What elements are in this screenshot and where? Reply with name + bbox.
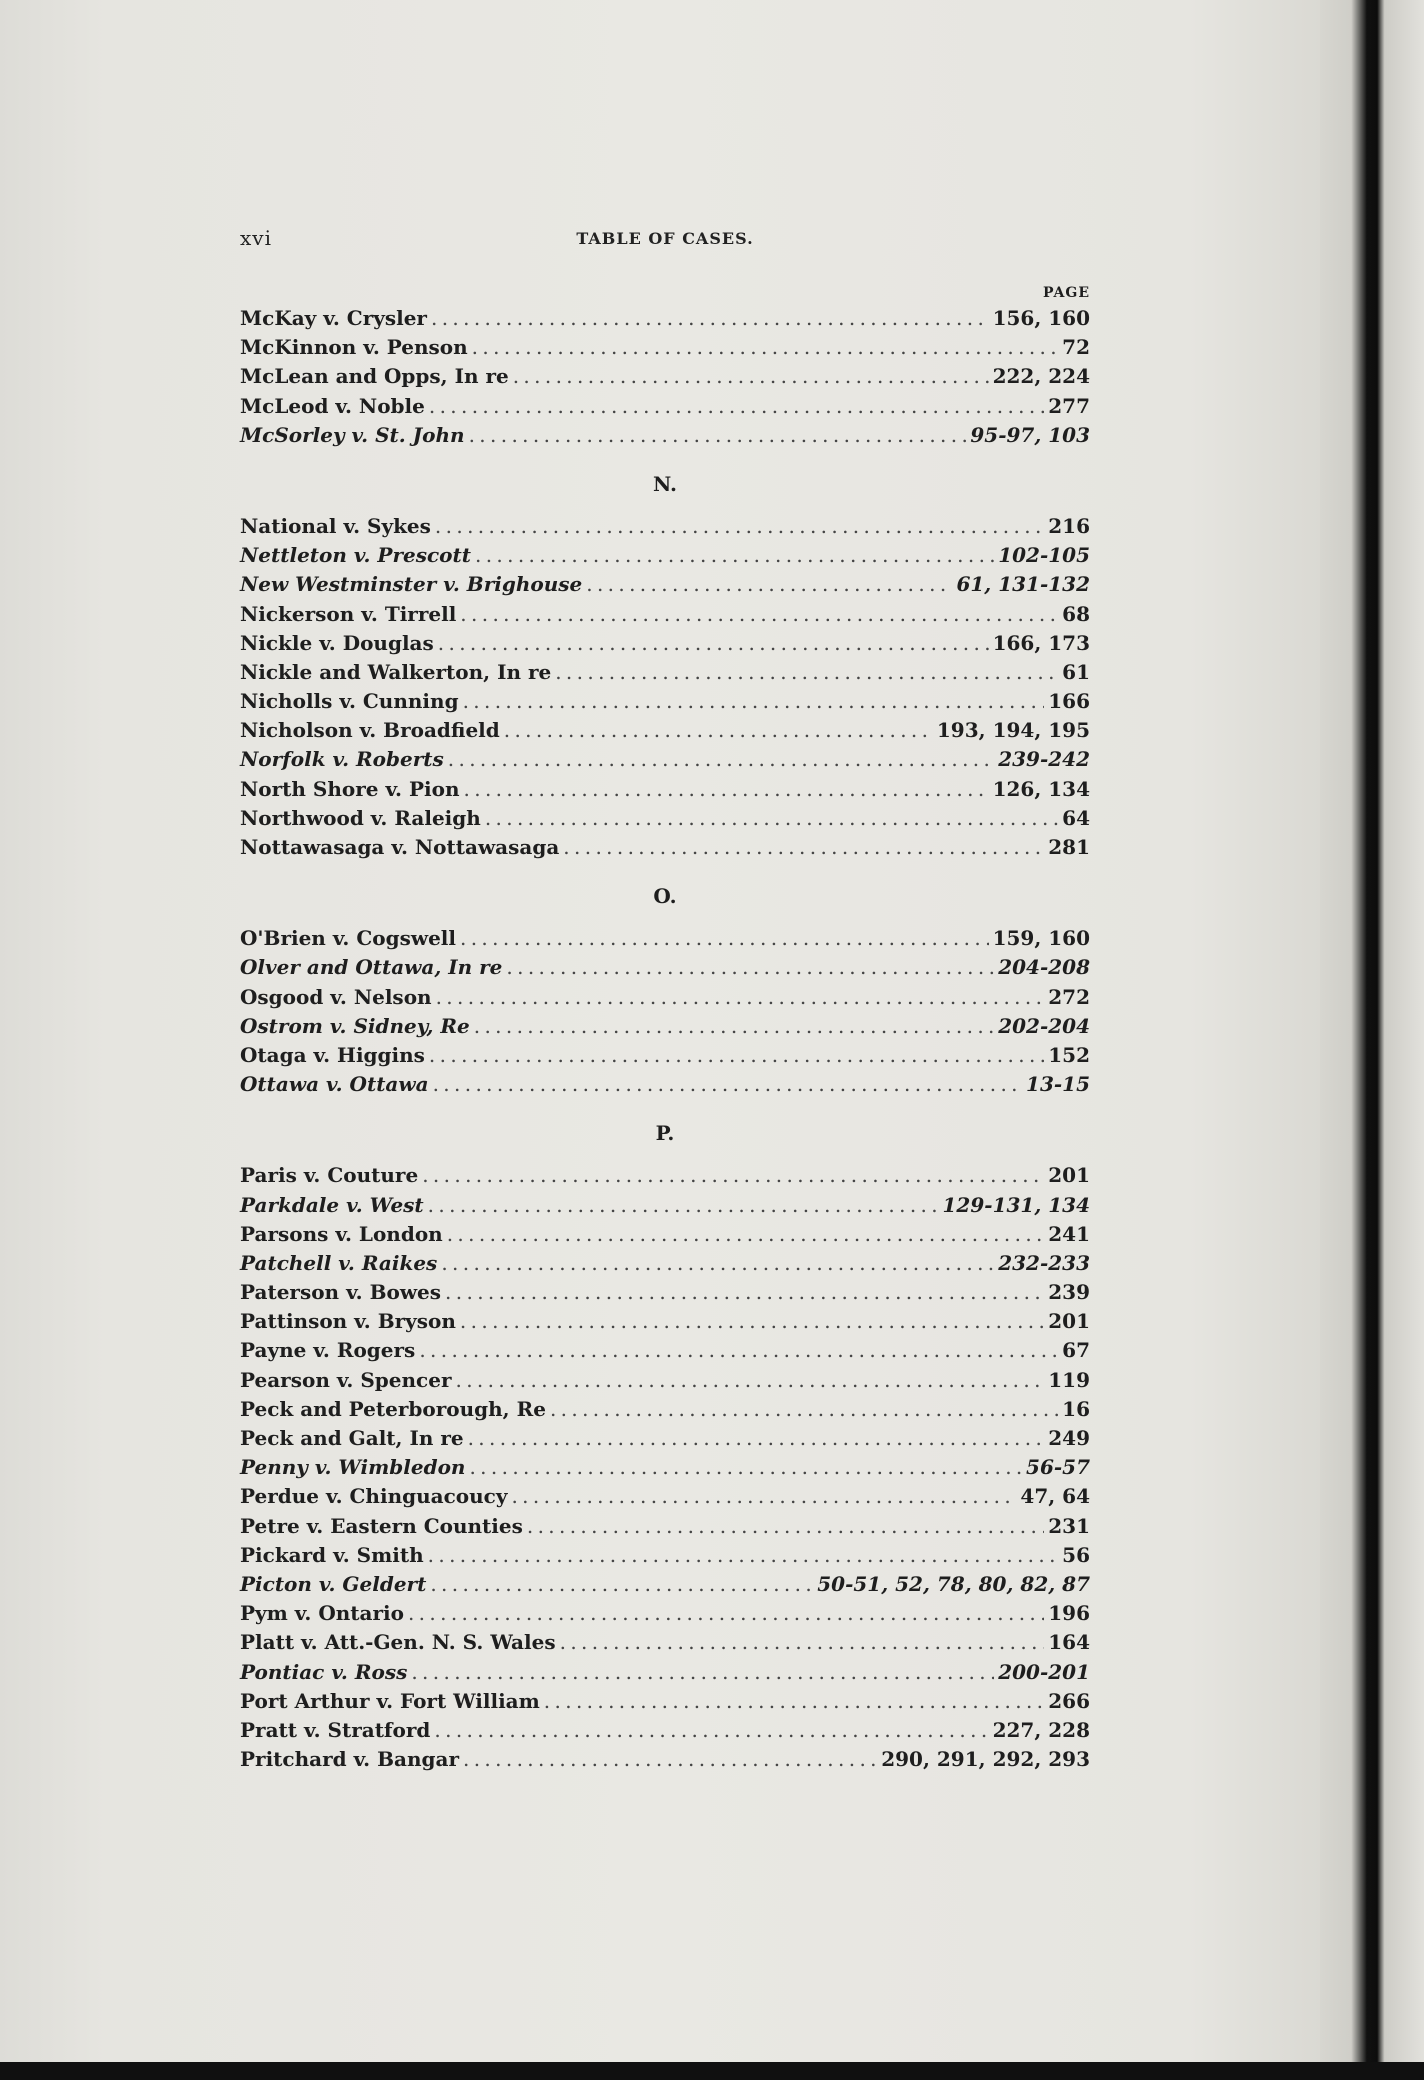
case-pages: 13-15: [1026, 1072, 1090, 1097]
case-pages: 67: [1062, 1338, 1090, 1363]
dot-leader: [563, 833, 1044, 862]
dot-leader: [428, 1541, 1059, 1570]
case-entry: [240, 687, 1090, 716]
dot-leader: [504, 716, 933, 745]
case-entry: [240, 716, 1090, 745]
case-name: Payne v. Rogers: [240, 1338, 416, 1363]
dot-leader: [506, 953, 994, 982]
case-entry: [240, 775, 1090, 804]
case-pages: 47, 64: [1020, 1484, 1090, 1509]
case-pages: 61, 131-132: [956, 572, 1090, 597]
dot-leader: [441, 1249, 994, 1278]
case-pages: 232-233: [998, 1250, 1090, 1275]
dot-leader: [419, 1336, 1058, 1365]
case-entry: [240, 600, 1090, 629]
case-name: Platt v. Att.-Gen. N. S. Wales: [240, 1630, 556, 1655]
case-entry: [240, 421, 1090, 450]
case-entry: [240, 1512, 1090, 1541]
dot-leader: [472, 333, 1058, 362]
case-section: [240, 304, 1090, 450]
dot-leader: [560, 1628, 1045, 1657]
case-name: Peck and Peterborough, Re: [240, 1396, 546, 1421]
dot-leader: [513, 362, 989, 391]
case-entry: [240, 1453, 1090, 1482]
case-pages: 119: [1048, 1367, 1090, 1392]
dot-leader: [428, 1191, 939, 1220]
case-entry: [240, 1278, 1090, 1307]
running-header: [240, 226, 1090, 256]
case-entry: [240, 833, 1090, 862]
case-entry: [240, 1070, 1090, 1099]
case-pages: 231: [1048, 1513, 1090, 1538]
dot-leader: [434, 1716, 988, 1745]
case-sections: [240, 304, 1090, 1774]
case-pages: 196: [1048, 1601, 1090, 1626]
case-name: Pym v. Ontario: [240, 1601, 404, 1626]
case-name: McLean and Opps, In re: [240, 364, 509, 389]
case-pages: 50-51, 52, 78, 80, 82, 87: [817, 1571, 1090, 1596]
case-pages: 95-97, 103: [970, 422, 1090, 447]
case-pages: 201: [1048, 1163, 1090, 1188]
dot-leader: [475, 541, 994, 570]
case-pages: 61: [1062, 659, 1090, 684]
case-section: [240, 450, 1090, 862]
case-pages: 152: [1048, 1042, 1090, 1067]
dot-leader: [436, 983, 1045, 1012]
page-column-label: PAGE: [1043, 285, 1090, 301]
case-name: McKay v. Crysler: [240, 306, 427, 330]
case-pages: 239: [1048, 1280, 1090, 1305]
case-name: McLeod v. Noble: [240, 393, 425, 418]
dot-leader: [435, 512, 1044, 541]
case-name: Parkdale v. West: [240, 1192, 424, 1217]
case-name: Perdue v. Chinguacoucy: [240, 1484, 508, 1509]
case-pages: 204-208: [998, 955, 1090, 980]
case-name: Nicholson v. Broadfield: [240, 718, 500, 743]
dot-leader: [411, 1658, 994, 1687]
case-name: Parsons v. London: [240, 1221, 443, 1246]
case-name: Pickard v. Smith: [240, 1542, 424, 1567]
case-name: Paterson v. Bowes: [240, 1280, 442, 1305]
case-section: [240, 862, 1090, 1099]
dot-leader: [464, 775, 989, 804]
case-entry: [240, 1041, 1090, 1070]
case-entry: [240, 1336, 1090, 1365]
case-pages: 56: [1062, 1542, 1090, 1567]
dot-leader: [429, 1041, 1044, 1070]
case-name: Pratt v. Stratford: [240, 1717, 431, 1742]
case-name: O'Brien v. Cogswell: [240, 926, 456, 951]
case-name: Otaga v. Higgins: [240, 1042, 425, 1067]
case-name: Port Arthur v. Fort William: [240, 1688, 540, 1713]
case-entry: [240, 658, 1090, 687]
case-name: Nickle v. Douglas: [240, 630, 434, 655]
case-name: Pritchard v. Bangar: [240, 1747, 459, 1772]
case-name: Paris v. Couture: [240, 1163, 419, 1188]
case-pages: 164: [1048, 1630, 1090, 1655]
dot-leader: [511, 1482, 1016, 1511]
case-entry: [240, 512, 1090, 541]
dot-leader: [463, 1745, 877, 1774]
case-entry: [240, 1366, 1090, 1395]
dot-leader: [448, 745, 994, 774]
case-entry: [240, 333, 1090, 362]
page-folio: xvi: [240, 226, 272, 250]
case-entry: [240, 1012, 1090, 1041]
section-letter: N.: [653, 471, 677, 496]
case-entry: [240, 1599, 1090, 1628]
case-pages: 166, 173: [992, 630, 1090, 655]
case-entry: [240, 1161, 1090, 1190]
case-pages: 56-57: [1026, 1455, 1090, 1480]
dot-leader: [555, 658, 1058, 687]
dot-leader: [429, 392, 1044, 421]
case-pages: 239-242: [998, 747, 1090, 772]
case-pages: 156, 160: [992, 306, 1090, 330]
dot-leader: [527, 1512, 1044, 1541]
case-name: Pearson v. Spencer: [240, 1367, 452, 1392]
case-pages: 272: [1048, 984, 1090, 1009]
table-of-cases: [240, 282, 1090, 1774]
dot-leader: [463, 687, 1045, 716]
case-entry: [240, 745, 1090, 774]
case-pages: 222, 224: [992, 364, 1090, 389]
case-name: New Westminster v. Brighouse: [240, 572, 583, 597]
dot-leader: [468, 1424, 1045, 1453]
section-letter: P.: [655, 1121, 675, 1146]
case-name: Norfolk v. Roberts: [240, 747, 444, 772]
dot-leader: [469, 1453, 1022, 1482]
case-entry: [240, 570, 1090, 599]
case-name: Peck and Galt, In re: [240, 1426, 464, 1450]
case-entry: [240, 1687, 1090, 1716]
case-pages: 290, 291, 292, 293: [881, 1747, 1090, 1772]
case-entry: [240, 953, 1090, 982]
dot-leader: [550, 1395, 1058, 1424]
case-name: Ottawa v. Ottawa: [240, 1072, 429, 1097]
dot-leader: [544, 1687, 1044, 1716]
dot-leader: [422, 1161, 1044, 1190]
case-entry: [240, 304, 1090, 333]
case-name: Nottawasaga v. Nottawasaga: [240, 835, 560, 859]
case-entry: [240, 362, 1090, 391]
case-entry: [240, 924, 1090, 953]
dot-leader: [460, 1307, 1044, 1336]
case-name: Olver and Ottawa, In re: [240, 955, 503, 980]
case-pages: 129-131, 134: [942, 1192, 1090, 1217]
case-entry: [240, 541, 1090, 570]
dot-leader: [460, 600, 1058, 629]
dot-leader: [430, 1570, 813, 1599]
running-title: TABLE OF CASES.: [576, 229, 754, 248]
dot-leader: [586, 570, 952, 599]
case-pages: 200-201: [998, 1659, 1090, 1684]
case-entry: [240, 1191, 1090, 1220]
case-name: Patchell v. Raikes: [240, 1250, 438, 1275]
case-pages: 227, 228: [992, 1717, 1090, 1742]
dot-leader: [445, 1278, 1044, 1307]
dot-leader: [460, 924, 989, 953]
case-name: McKinnon v. Penson: [240, 335, 468, 360]
dot-leader: [469, 421, 967, 450]
case-name: National v. Sykes: [240, 513, 431, 538]
dot-leader: [447, 1220, 1045, 1249]
case-pages: 202-204: [998, 1013, 1090, 1038]
case-name: McSorley v. St. John: [240, 422, 465, 447]
dot-leader: [474, 1012, 994, 1041]
case-name: Pontiac v. Ross: [240, 1659, 408, 1684]
case-pages: 201: [1048, 1309, 1090, 1334]
case-name: Nickerson v. Tirrell: [240, 601, 457, 626]
book-gutter: [1320, 0, 1424, 2062]
section-letter: O.: [653, 884, 677, 909]
case-pages: 193, 194, 195: [936, 718, 1090, 743]
case-name: Osgood v. Nelson: [240, 984, 432, 1009]
case-pages: 102-105: [998, 543, 1090, 568]
case-name: North Shore v. Pion: [240, 776, 460, 801]
case-name: Picton v. Geldert: [240, 1571, 427, 1596]
case-pages: 281: [1048, 835, 1090, 859]
case-pages: 159, 160: [992, 926, 1090, 951]
case-entry: [240, 629, 1090, 658]
dot-leader: [456, 1366, 1045, 1395]
case-entry: [240, 983, 1090, 1012]
case-entry: [240, 1482, 1090, 1511]
case-name: Penny v. Wimbledon: [240, 1455, 466, 1480]
dot-leader: [433, 1070, 1022, 1099]
case-pages: 16: [1062, 1396, 1090, 1421]
case-pages: 68: [1062, 601, 1090, 626]
case-name: Ostrom v. Sidney, Re: [240, 1013, 470, 1038]
dot-leader: [438, 629, 989, 658]
case-name: Pattinson v. Bryson: [240, 1309, 456, 1334]
case-pages: 241: [1048, 1221, 1090, 1246]
case-entry: [240, 1658, 1090, 1687]
case-section: [240, 1099, 1090, 1774]
case-pages: 126, 134: [992, 776, 1090, 801]
case-pages: 266: [1048, 1688, 1090, 1713]
case-name: Nicholls v. Cunning: [240, 689, 459, 714]
case-pages: 277: [1048, 393, 1090, 418]
case-entry: [240, 1570, 1090, 1599]
case-entry: [240, 1220, 1090, 1249]
dot-leader: [408, 1599, 1044, 1628]
case-entry: [240, 392, 1090, 421]
case-entry: [240, 804, 1090, 833]
case-entry: [240, 1745, 1090, 1774]
dot-leader: [485, 804, 1058, 833]
case-entry: [240, 1249, 1090, 1278]
case-pages: 72: [1062, 335, 1090, 360]
case-name: Nettleton v. Prescott: [240, 543, 471, 568]
case-entry: [240, 1424, 1090, 1453]
case-entry: [240, 1541, 1090, 1570]
case-name: Nickle and Walkerton, In re: [240, 659, 552, 684]
dot-leader: [431, 304, 989, 333]
case-pages: 216: [1048, 513, 1090, 538]
scan-edge: [0, 2062, 1424, 2080]
case-entry: [240, 1716, 1090, 1745]
case-entry: [240, 1395, 1090, 1424]
case-pages: 64: [1062, 805, 1090, 830]
case-pages: 166: [1048, 689, 1090, 714]
case-pages: 249: [1048, 1426, 1090, 1450]
case-name: Petre v. Eastern Counties: [240, 1513, 523, 1538]
case-entry: [240, 1628, 1090, 1657]
case-name: Northwood v. Raleigh: [240, 805, 481, 830]
case-entry: [240, 1307, 1090, 1336]
